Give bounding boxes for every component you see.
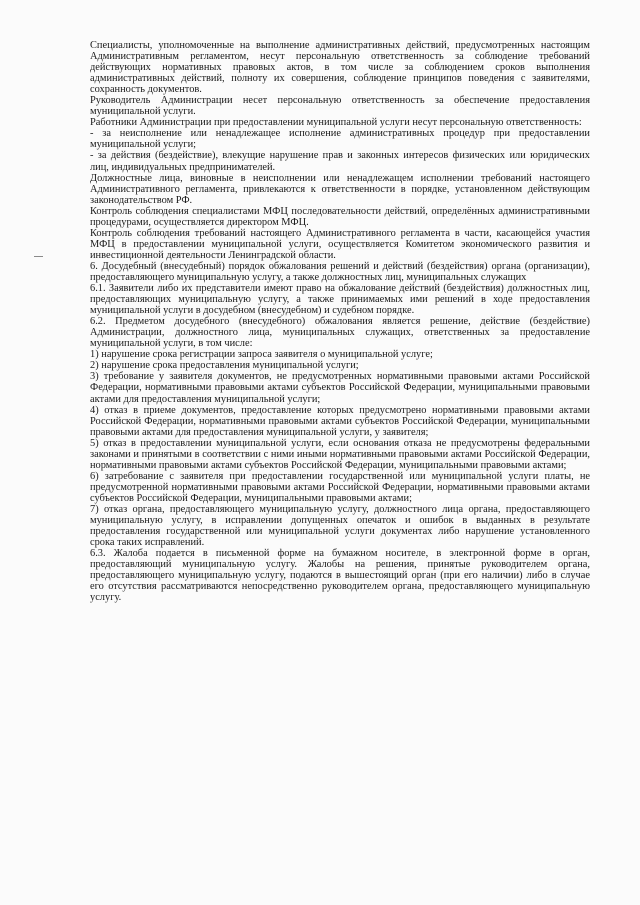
list-item: 7) отказ органа, предоставляющего муниципальную услугу, должностного лица органа, предоставляющего муниципальную услугу, в исправлении допущенных опечаток и ошибок в выданных в результате предоставления государственной или муниципальной услуги документах либо нарушение установленного срока таких исправлений. (90, 503, 590, 549)
list-item: 1) нарушение срока регистрации запроса заявителя о муниципальной услуге; (90, 349, 433, 361)
paragraph: Должностные лица, виновные в неисполнении или ненадлежащем исполнении требований настоящего Административного регламента, привлекаются к ответственности в порядке, установленном действующим законодательством РФ. (90, 172, 590, 206)
paragraph: Работники Администрации при предоставлении муниципальной услуги несут персональную ответственность: (90, 117, 582, 129)
paragraph: Руководитель Администрации несет персональную ответственность за обеспечение предоставления муниципальной услуги. (90, 95, 590, 118)
list-item: 4) отказ в приеме документов, предоставление которых предусмотрено нормативными правовыми актами Российской Федерации, нормативными правовыми актами субъектов Российской Федерации, муниципальными правовыми актами для предоставления муниципальной услуги, у заявителя; (90, 404, 590, 438)
paragraph: 6.2. Предметом досудебного (внесудебного) обжалования является решение, действие (бездействие) Администрации, должностного лица, муниципальных служащих, ответственных за предоставление муниципальной услуги, в том числе: (90, 316, 590, 350)
paragraph: Контроль соблюдения специалистами МФЦ последовательности действий, определённых административными процедурами, осуществляется директором МФЦ. (90, 205, 590, 228)
paragraph: - за неисполнение или ненадлежащее исполнение административных процедур при предоставлении муниципальной услуги; (90, 128, 590, 151)
paragraph: Контроль соблюдения требований настоящего Административного регламента в части, касающейся участия МФЦ в предоставлении муниципальной услуги, осуществляется Комитетом экономического развития и инвестиционной деятельности Ленинградской области. (90, 227, 590, 261)
list-item: 2) нарушение срока предоставления муниципальной услуги; (90, 360, 359, 372)
paragraph: - за действия (бездействие), влекущие нарушение прав и законных интересов физических или юридических лиц, индивидуальных предпринимателей. (90, 150, 590, 173)
paragraph: 6.1. Заявители либо их представители имеют право на обжалование действий (бездействия) должностных лиц, предоставляющих муниципальную услугу, а также принимаемых ими решений в ходе предоставления муниципальной услуги в досудебном (внесудебном) и судебном порядке. (90, 283, 590, 317)
section-heading: 6. Досудебный (внесудебный) порядок обжалования решений и действий (бездействия) органа (организации), предоставляющего муниципальную услугу, а также должностных лиц, муниципальных служащих (90, 260, 590, 283)
document-body (90, 40, 590, 603)
list-item: 3) требование у заявителя документов, не предусмотренных нормативными правовыми актами Российской Федерации, нормативными правовыми актами субъектов Российской Федерации, муниципальными правовыми актами для предоставления муниципальной услуги; (90, 371, 590, 405)
paragraph: Специалисты, уполномоченные на выполнение административных действий, предусмотренных настоящим Административным регламентом, несут персональную ответственность за соблюдение требований действующих нормативных правовых актов, в том числе за соблюдением сроков выполнения административных действий, полноту их совершения, соблюдение принципов поведения с заявителями, сохранность документов. (90, 40, 590, 96)
list-item: 5) отказ в предоставлении муниципальной услуги, если основания отказа не предусмотрены федеральными законами и принятыми в соответствии с ними иными нормативными правовыми актами Российской Федерации, нормативными правовыми актами субъектов Российской Федерации, муниципальными правовыми актами; (90, 437, 590, 471)
list-item: 6) затребование с заявителя при предоставлении государственной или муниципальной услуги платы, не предусмотренной нормативными правовыми актами Российской Федерации, нормативными правовыми актами субъектов Российской Федерации, муниципальными правовыми актами; (90, 470, 590, 504)
paragraph: 6.3. Жалоба подается в письменной форме на бумажном носителе, в электронной форме в орган, предоставляющий муниципальную услугу. Жалобы на решения, принятые руководителем органа, предоставляющего муниципальную услугу, подаются в вышестоящий орган (при его наличии) либо в случае его отсутствия рассматриваются непосредственно руководителем органа, предоставляющего муниципальную услугу. (90, 548, 590, 604)
margin-mark (34, 256, 43, 257)
